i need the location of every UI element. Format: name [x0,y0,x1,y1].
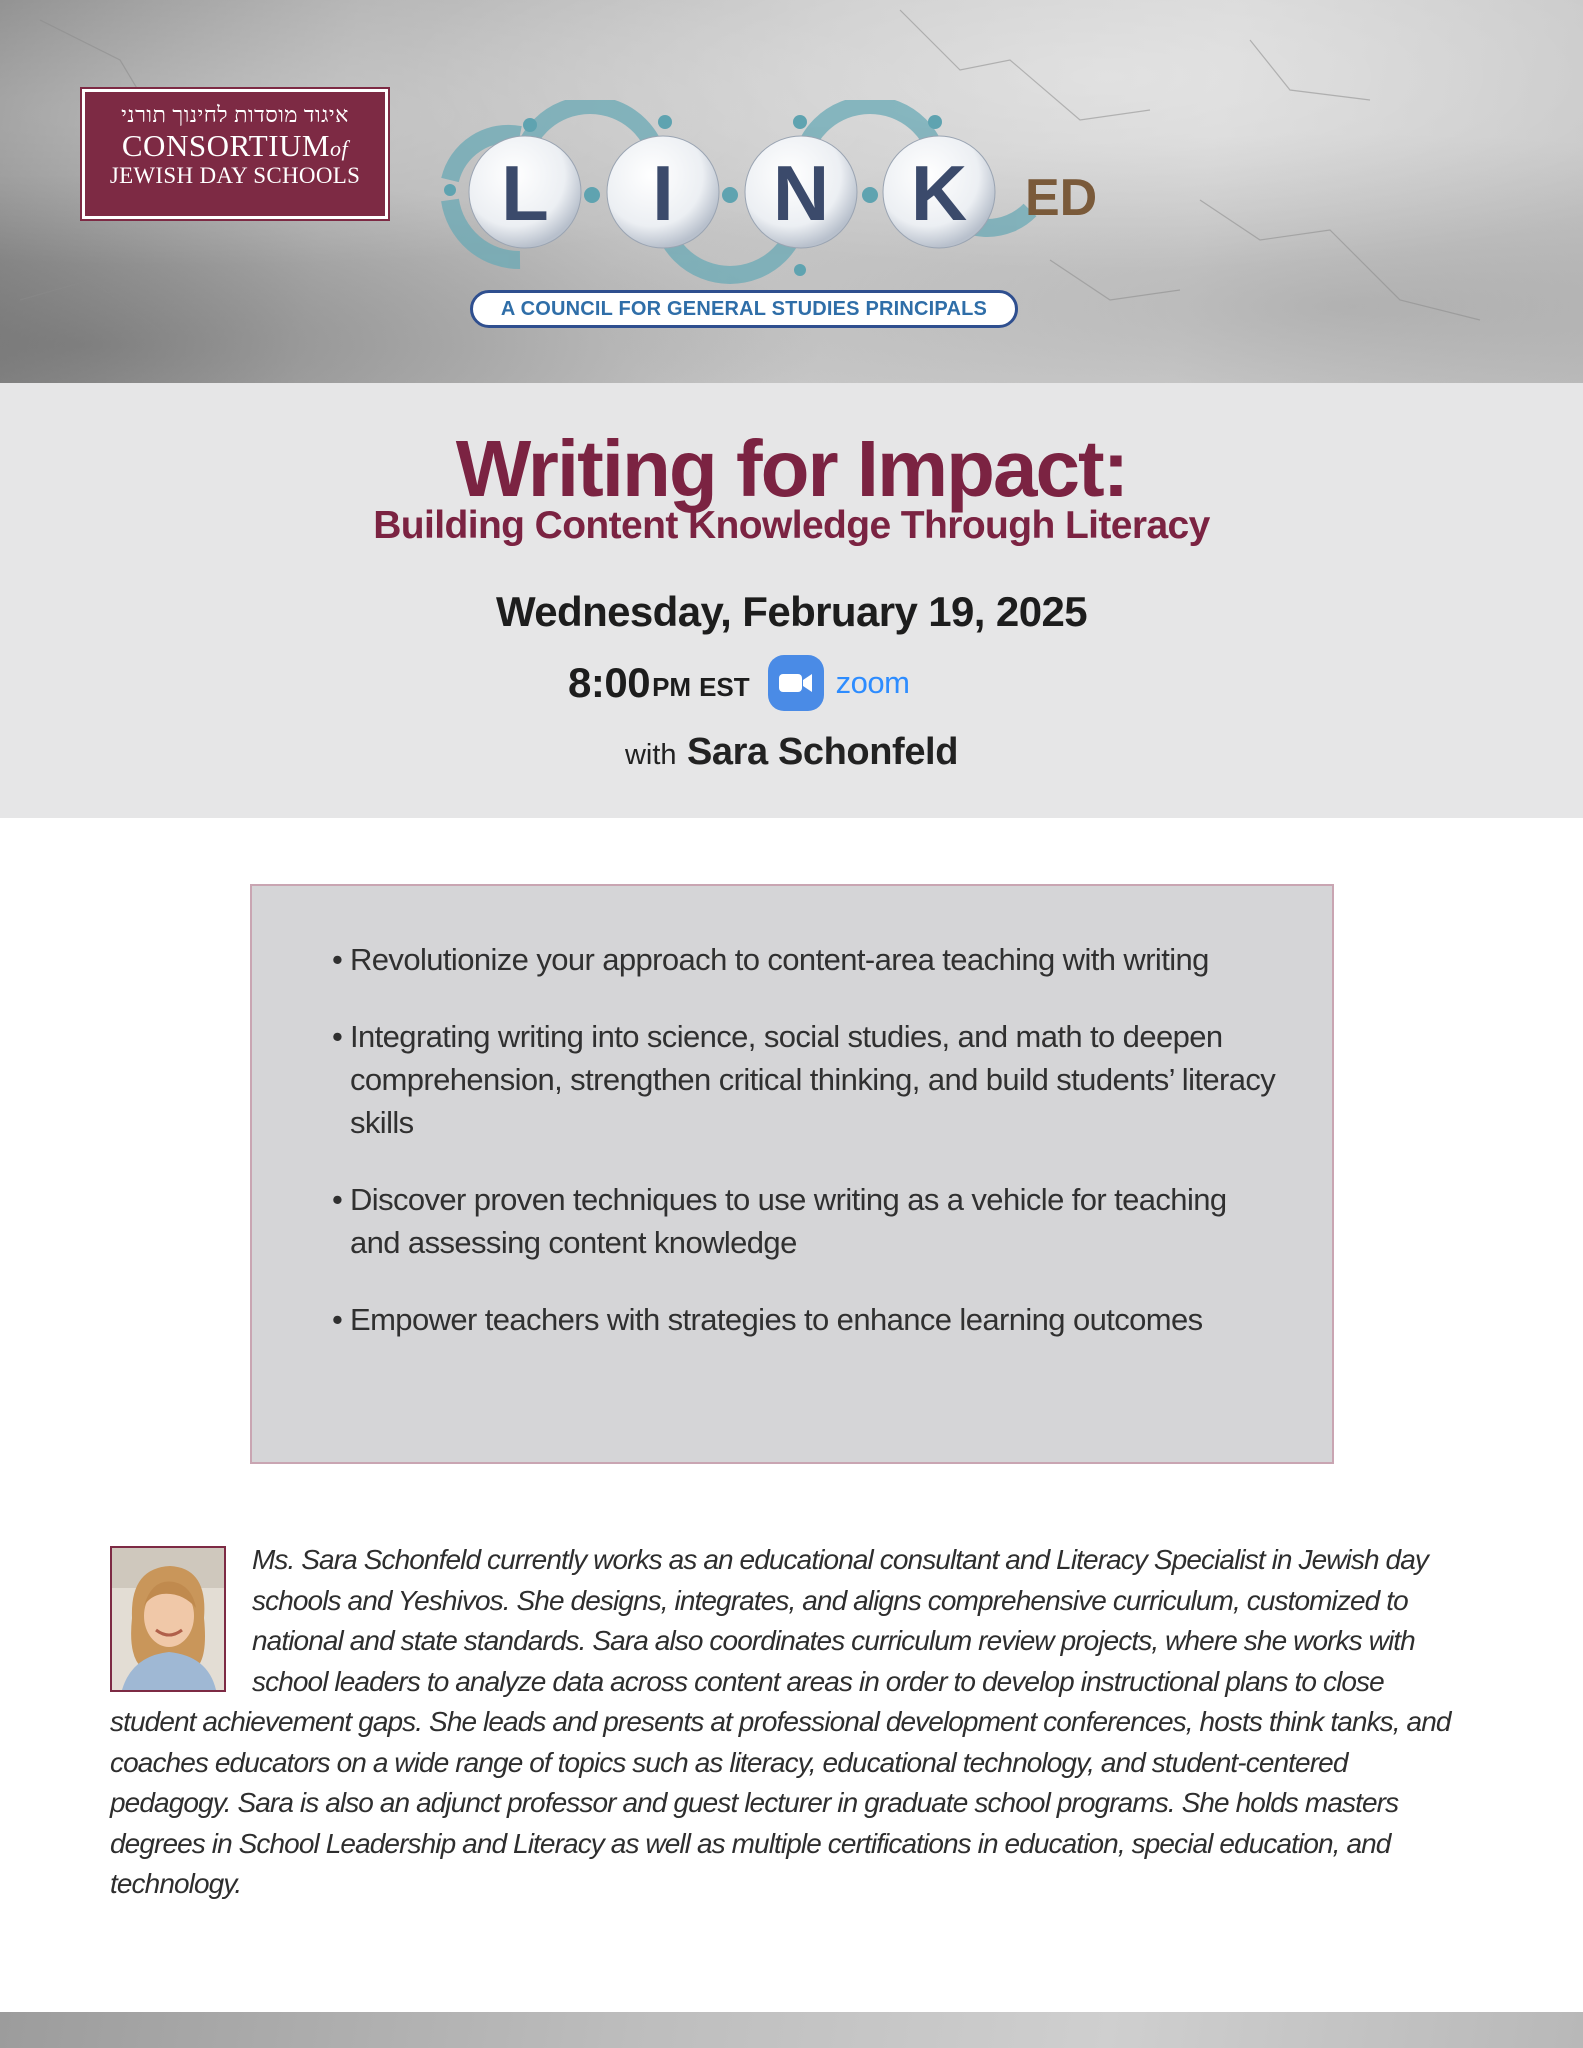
link-letter-k: K [910,149,968,237]
logo-consortium: CONSORTIUM [121,128,330,163]
highlight-item: • Discover proven techniques to use writing as a vehicle for teaching and assessing content knowledge [332,1182,1227,1260]
presenter-name: Sara Schonfeld [686,731,959,773]
logo-line2: JEWISH DAY SCHOOLS [109,163,361,188]
zoom-camera-icon [768,655,824,711]
link-letter-l: L [501,149,549,237]
logo-hebrew-text: איגוד מוסדות לחינוך תורני [121,102,349,127]
presenter-line [0,731,1583,774]
council-tagline: A COUNCIL FOR GENERAL STUDIES PRINCIPALS [470,290,1018,328]
consortium-logo [82,89,388,219]
presenter-with-label: with [624,739,677,771]
link-suffix-ed: ED [1025,169,1098,227]
highlights-list [332,938,1282,1375]
event-time: 8:00 [568,659,651,706]
link-letter-n: N [772,149,830,237]
highlights-box [250,884,1334,1464]
highlight-item: • Revolutionize your approach to content-area teaching with writing [332,942,1209,977]
highlight-text: Empower teachers with strategies to enhance learning outcomes [350,1302,1203,1337]
logo-line1 [85,130,385,164]
footer-band [0,2012,1583,2048]
logo-of: of [329,136,349,161]
highlight-item: • Empower teachers with strategies to enhance learning outcomes [332,1302,1203,1337]
presenter-bio [110,1540,1470,1905]
highlight-text: Discover proven techniques to use writing as a vehicle for teaching and assessing content knowledge [350,1182,1227,1260]
highlight-text: Revolutionize your approach to content-area teaching with writing [350,942,1209,977]
event-date: Wednesday, February 19, 2025 [496,588,1087,635]
bio-text: Ms. Sara Schonfeld currently works as an educational consultant and Literacy Specialist in Jewish day schools and Yeshivos. She designs, integrates, and aligns comprehensive curriculum, customized to national and state standards. Sara also coordinates curriculum review projects, where she works with school leaders to analyze data across content areas in order to develop instructional plans to close student achievement gaps. She leads and presents at professional development conferences, hosts think tanks, and coaches educators on a wide range of topics such as literacy, educational technology, and student-centered pedagogy. Sara is also an adjunct professor and guest lecturer in graduate school programs. She holds masters degrees in School Leadership and Literacy as well as multiple certifications in education, special education, and technology. [110,1544,1451,1899]
event-time-row [568,653,909,713]
bio-photo-spacer [110,1540,252,1700]
zoom-wordmark: zoom [835,665,910,700]
event-timezone: EST [699,671,750,702]
event-title: Writing for Impact: [455,424,1128,513]
link-letter-i: I [652,149,674,237]
event-title-section [0,383,1583,818]
highlight-text: Integrating writing into science, social studies, and math to deepen comprehension, strengthen critical thinking, and build students’ literacy skills [350,1019,1276,1140]
event-subtitle: Building Content Knowledge Through Literacy [373,504,1210,547]
highlight-item: • Integrating writing into science, social studies, and math to deepen comprehension, strengthen critical thinking, and build students’ literacy skills [332,1019,1276,1140]
header-banner [0,0,1583,383]
event-ampm: PM [652,671,692,702]
